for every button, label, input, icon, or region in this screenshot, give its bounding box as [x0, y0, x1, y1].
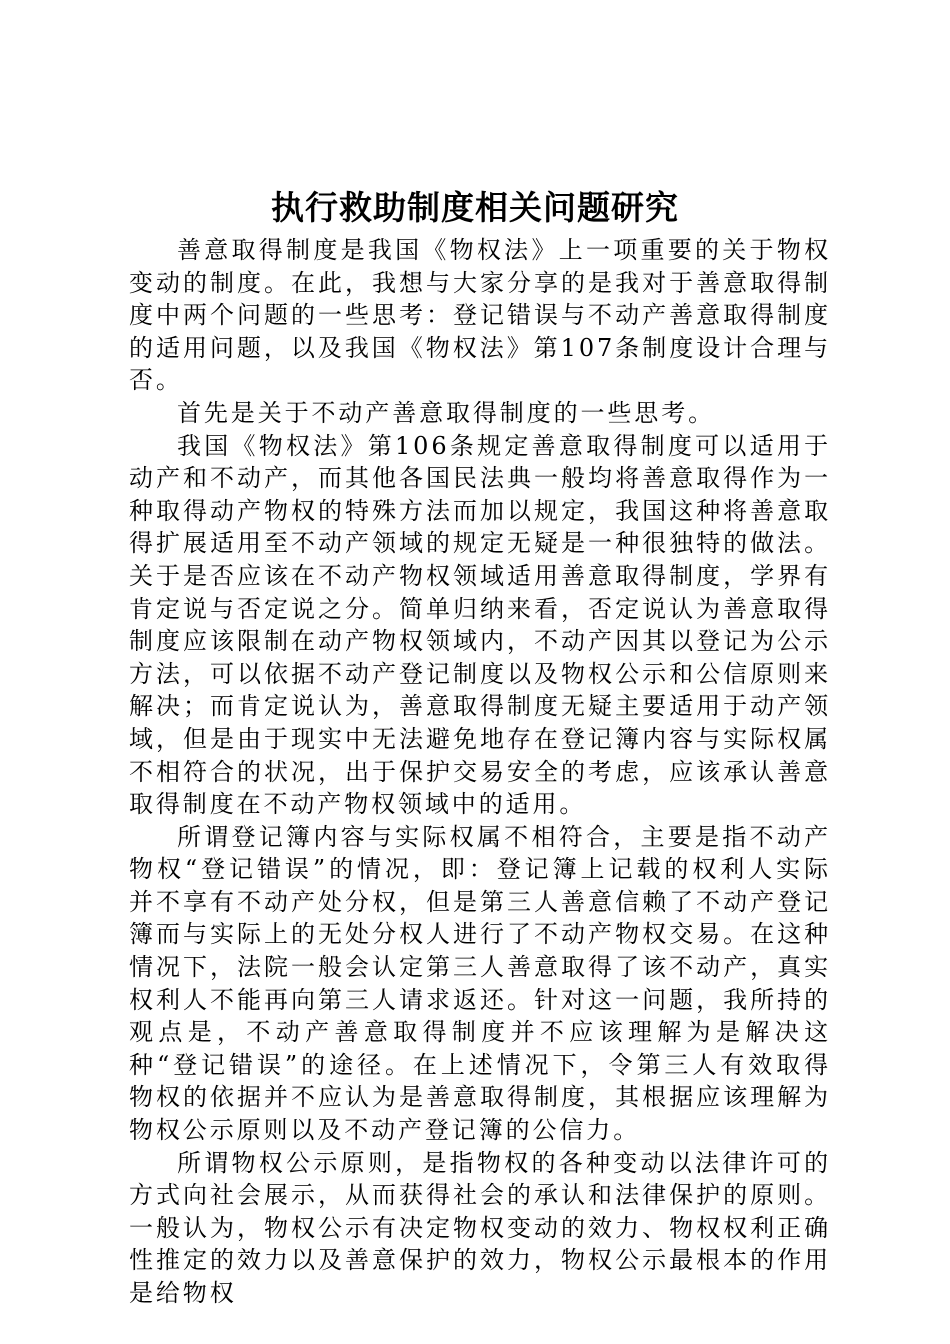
- paragraph: 善意取得制度是我国《物权法》上一项重要的关于物权变动的制度。在此，我想与大家分享的是我对于善意取得制度中两个问题的一些思考：登记错误与不动产善意取得制度的适用问题，以及我国《物权法》第107条制度设计合理与否。: [129, 236, 831, 395]
- paragraph: 首先是关于不动产善意取得制度的一些思考。: [177, 398, 715, 427]
- paragraph: 所谓登记簿内容与实际权属不相符合，主要是指不动产物权“登记错误”的情况，即：登记簿上记载的权利人实际并不享有不动产处分权，但是第三人善意信赖了不动产登记簿而与实际上的无处分权人进行了不动产物权交易。在这种情况下，法院一般会认定第三人善意取得了该不动产，真实权利人不能再向第三人请求返还。针对这一问题，我所持的观点是，不动产善意取得制度并不应该理解为是解决这种“登记错误”的途径。在上述情况下，令第三人有效取得物权的依据并不应认为是善意取得制度，其根据应该理解为物权公示原则以及不动产登记簿的公信力。: [129, 822, 831, 1145]
- document-title: 执行救助制度相关问题研究: [271, 188, 679, 227]
- paragraph: 我国《物权法》第106条规定善意取得制度可以适用于动产和不动产，而其他各国民法典一般均将善意取得作为一种取得动产物权的特殊方法而加以规定，我国这种将善意取得扩展适用至不动产领域的规定无疑是一种很独特的做法。关于是否应该在不动产物权领域适用善意取得制度，学界有肯定说与否定说之分。简单归纳来看，否定说认为善意取得制度应该限制在动产物权领域内，不动产因其以登记为公示方法，可以依据不动产登记制度以及物权公示和公信原则来解决；而肯定说认为，善意取得制度无疑主要适用于动产领域，但是由于现实中无法避免地存在登记簿内容与实际权属不相符合的状况，出于保护交易安全的考虑，应该承认善意取得制度在不动产物权领域中的适用。: [129, 431, 831, 819]
- document-body: [129, 234, 831, 1310]
- paragraph: 所谓物权公示原则，是指物权的各种变动以法律许可的方式向社会展示，从而获得社会的承认和法律保护的原则。一般认为，物权公示有决定物权变动的效力、物权权利正确性推定的效力以及善意保护的效力，物权公示最根本的作用是给物权: [129, 1148, 831, 1307]
